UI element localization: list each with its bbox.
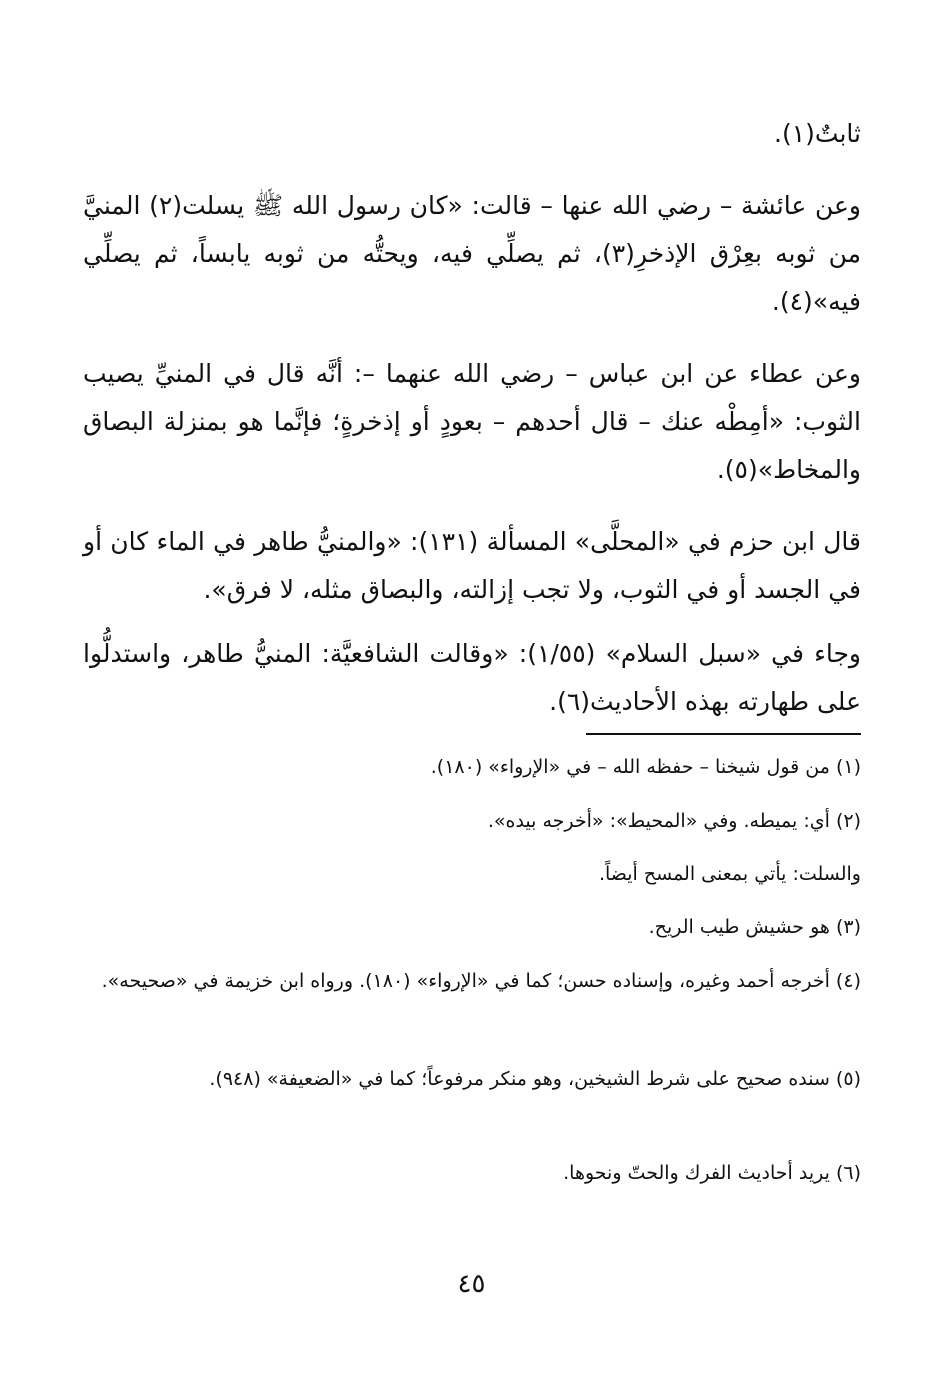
footnote-3: (٣) هو حشيش طيب الريح. [648,916,861,938]
body-paragraph-2: وعن عائشة – رضي الله عنها – قالت: «كان رسول الله ﷺ يسلت(٢) المنيَّ من ثوبه بعِرْق الإذخرِ(٣)، ثم يصلِّي فيه، ويحتُّه من ثوبه يابساً، ثم يصلِّي فيه»(٤). [83,191,861,316]
footnote-2: (٢) أي: يميطه. وفي «المحيط»: «أخرجه بيده». [487,810,861,832]
footnote-4: (٤) أخرجه أحمد وغيره، وإسناده حسن؛ كما في «الإرواء» (١٨٠). ورواه ابن خزيمة في «صحيحه». [101,970,861,992]
footnote-2-continuation: والسلت: يأتي بمعنى المسح أيضاً. [598,863,861,885]
body-paragraph-5: وجاء في «سبل السلام» (١/٥٥): «وقالت الشافعيَّة: المنيُّ طاهر، واستدلُّوا على طهارته بهذه الأحاديث(٦). [83,639,861,716]
page-number: ٤٥ [457,1269,486,1299]
footnote-6: (٦) يريد أحاديث الفرك والحتّ ونحوها. [563,1162,861,1184]
footnote-separator [586,733,861,735]
footnote-5: (٥) سنده صحيح على شرط الشيخين، وهو منكر مرفوعاً؛ كما في «الضعيفة» (٩٤٨). [209,1068,861,1090]
body-paragraph-1: ثابتٌ(١). [774,119,861,148]
footnote-1: (١) من قول شيخنا – حفظه الله – في «الإرواء» (١٨٠). [430,756,861,778]
body-paragraph-4: قال ابن حزم في «المحلَّى» المسألة (١٣١): «والمنيُّ طاهر في الماء كان أو في الجسد أو في الثوب، ولا تجب إزالته، والبصاق مثله، لا فرق». [83,527,861,604]
body-paragraph-3: وعن عطاء عن ابن عباس – رضي الله عنهما –: أنَّه قال في المنيِّ يصيب الثوب: «أمِطْه عنك – قال أحدهم – بعودٍ أو إذخرةٍ؛ فإنَّما هو بمنزلة البصاق والمخاط»(٥). [83,359,861,484]
